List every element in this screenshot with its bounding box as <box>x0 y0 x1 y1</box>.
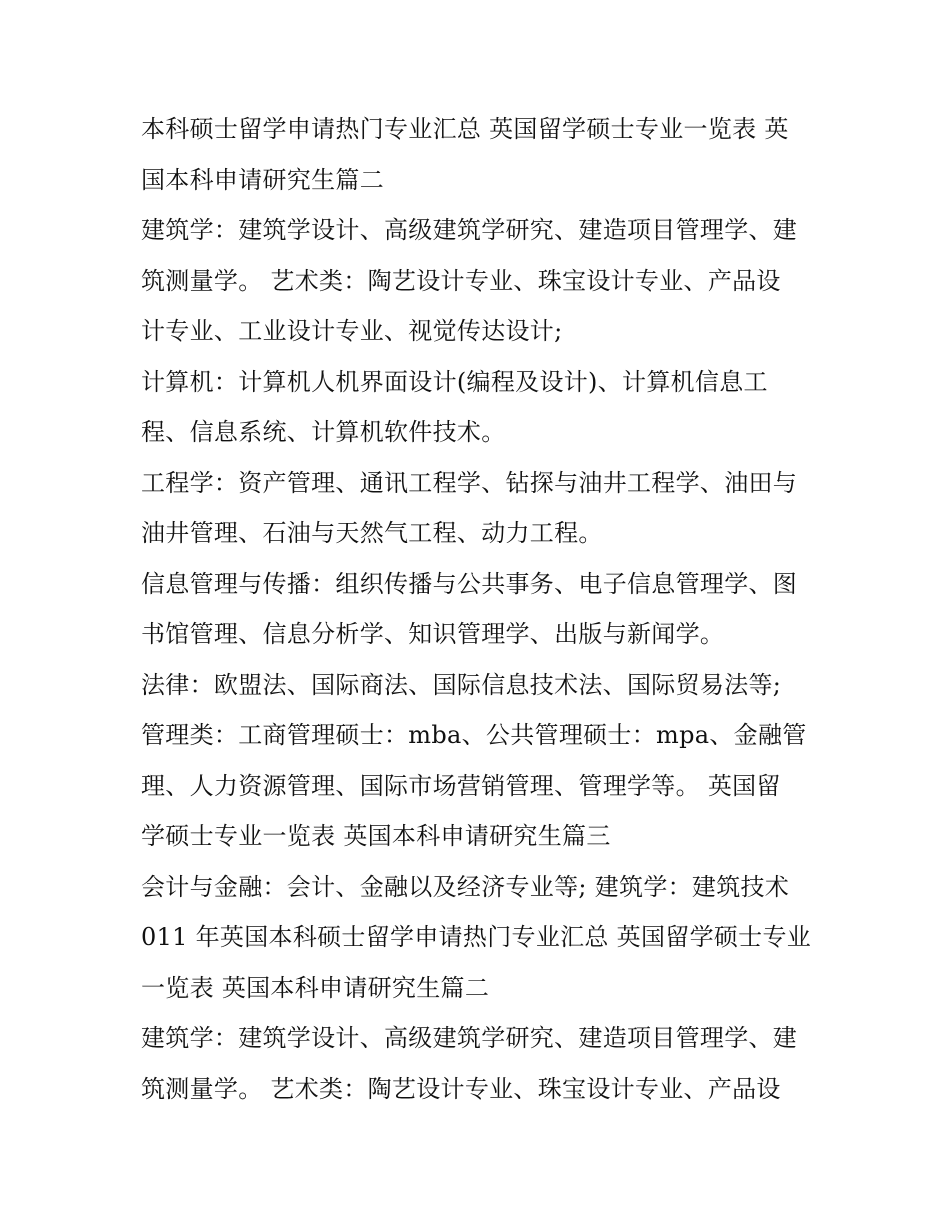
text-line: 学硕士专业一览表 英国本科申请研究生篇三 <box>141 822 611 850</box>
text-line: 法律：欧盟法、国际商法、国际信息技术法、国际贸易法等; <box>141 670 782 699</box>
text-line: 国本科申请研究生篇二 <box>141 165 384 194</box>
document-body <box>141 104 821 1114</box>
text-line: 一览表 英国本科申请研究生篇二 <box>141 973 490 1002</box>
text-line: 计算机：计算机人机界面设计(编程及设计)、计算机信息工 <box>141 367 768 396</box>
text-line: 会计与金融：会计、金融以及经济专业等; 建筑学：建筑技术 <box>141 872 790 901</box>
text-line: 油井管理、石油与天然气工程、动力工程。 <box>141 519 603 547</box>
text-line: 建筑学：建筑学设计、高级建筑学研究、建造项目管理学、建 <box>141 1024 798 1052</box>
text-line: 计专业、工业设计专业、视觉传达设计; <box>141 317 563 345</box>
text-line: 筑测量学。 艺术类：陶艺设计专业、珠宝设计专业、产品设 <box>141 1074 781 1103</box>
text-line: 理、人力资源管理、国际市场营销管理、管理学等。 英国留 <box>141 771 781 800</box>
text-line: 筑测量学。 艺术类：陶艺设计专业、珠宝设计专业、产品设 <box>141 266 781 295</box>
text-line: 管理类：工商管理硕士：mba、公共管理硕士：mpa、金融管 <box>141 721 807 749</box>
text-line: 信息管理与传播：组织传播与公共事务、电子信息管理学、图 <box>141 569 798 598</box>
text-line: 本科硕士留学申请热门专业汇总 英国留学硕士专业一览表 英 <box>141 115 789 143</box>
text-line: 书馆管理、信息分析学、知识管理学、出版与新闻学。 <box>141 620 725 648</box>
text-line: 011 年英国本科硕士留学申请热门专业汇总 英国留学硕士专业 <box>141 923 812 951</box>
text-line: 建筑学：建筑学设计、高级建筑学研究、建造项目管理学、建 <box>141 216 798 244</box>
text-line: 工程学：资产管理、通讯工程学、钻探与油井工程学、油田与 <box>141 468 798 497</box>
text-line: 程、信息系统、计算机软件技术。 <box>141 418 506 446</box>
